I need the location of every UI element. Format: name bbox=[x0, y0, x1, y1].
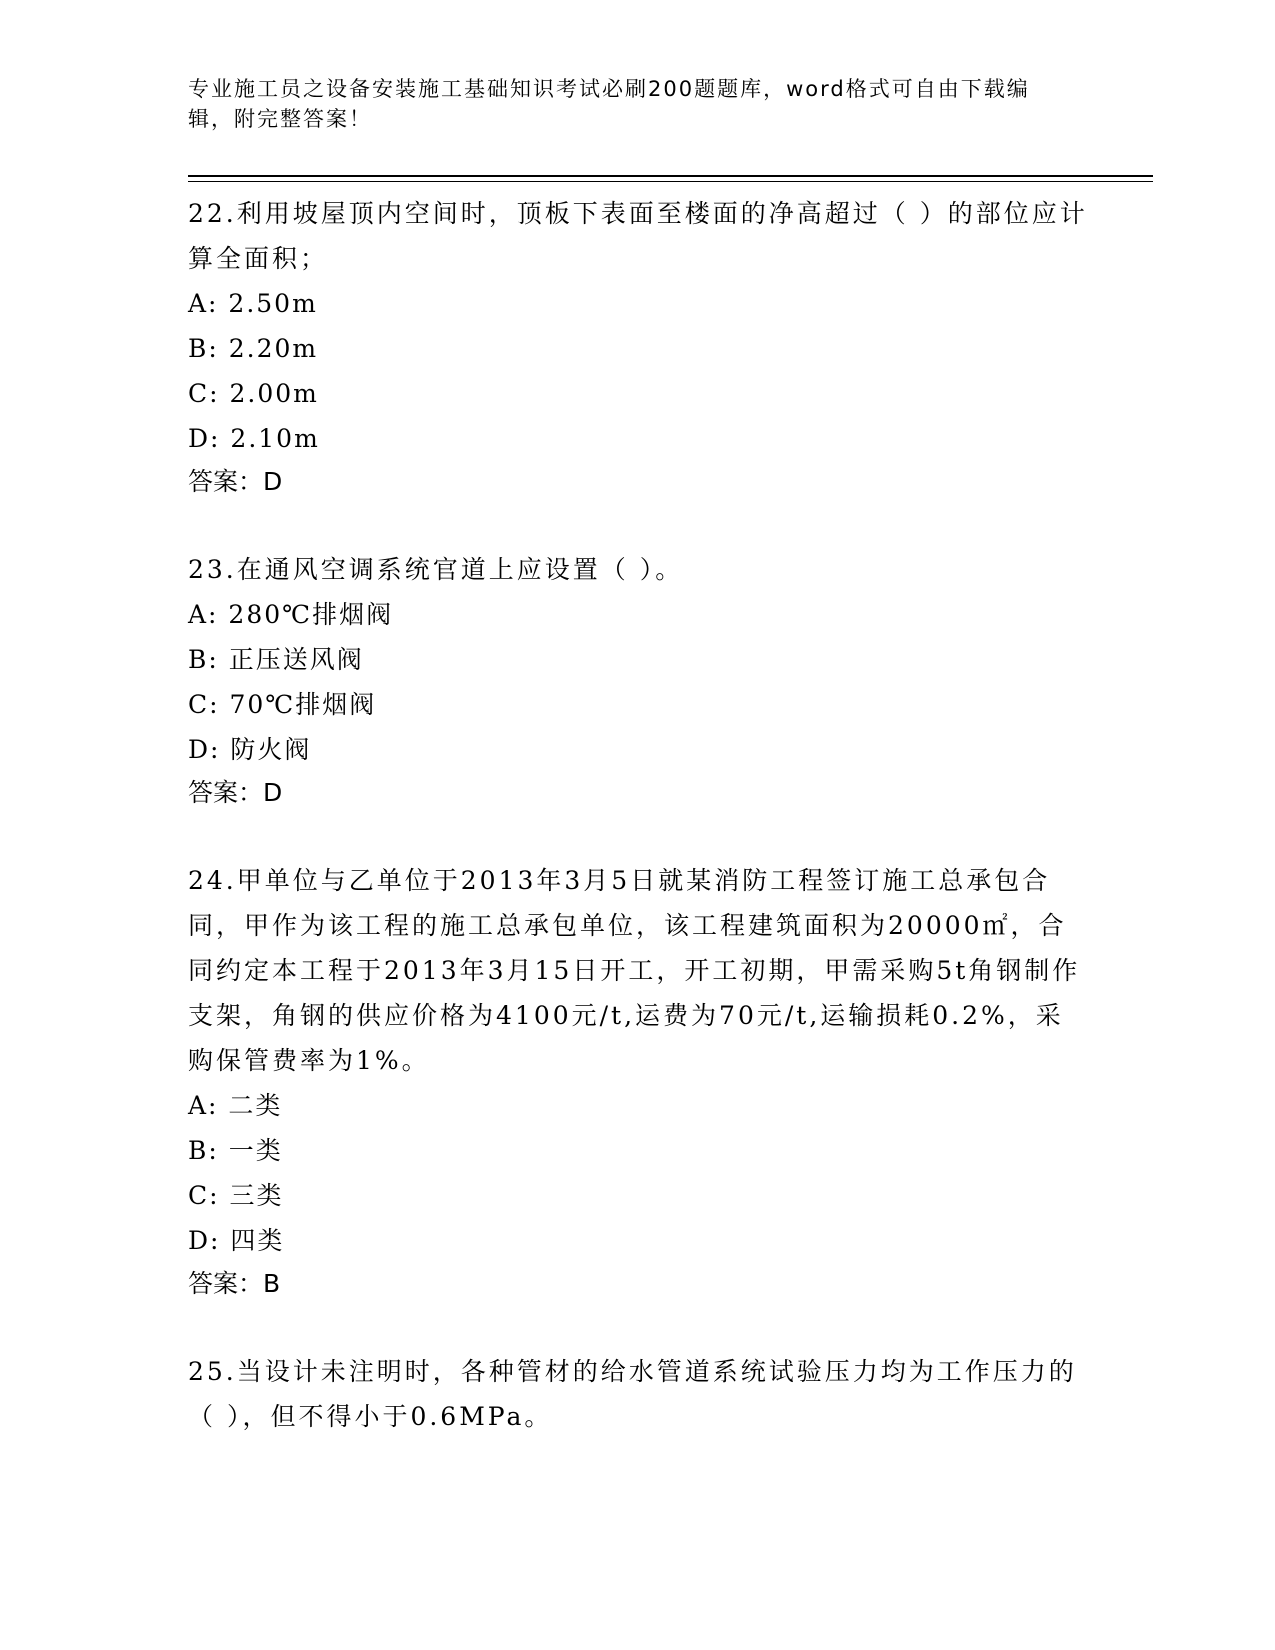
option-d: D: 四类 bbox=[188, 1226, 285, 1255]
option-d: D: 防火阀 bbox=[188, 735, 312, 764]
answer-line: 答案：D bbox=[188, 778, 283, 807]
question-stem: 23.在通风空调系统官道上应设置（ ）。 bbox=[188, 555, 684, 584]
question-23 bbox=[188, 547, 1088, 814]
question-stem: 22.利用坡屋顶内空间时，顶板下表面至楼面的净高超过（ ）的部位应计算全面积； bbox=[188, 199, 1088, 273]
header-divider-thick bbox=[188, 175, 1153, 177]
question-list bbox=[188, 191, 1088, 1483]
question-stem: 24.甲单位与乙单位于2013年3月5日就某消防工程签订施工总承包合同，甲作为该工程的施工总承包单位，该工程建筑面积为20000㎡，合同约定本工程于2013年3月15日开工，开工初期，甲需采购5t角钢制作支架，角钢的供应价格为4100元/t,运费为70元/t,运输损耗0.2%，采购保管费率为1%。 bbox=[188, 866, 1081, 1075]
option-a: A: 二类 bbox=[188, 1091, 283, 1120]
question-22 bbox=[188, 191, 1088, 503]
option-a: A: 280℃排烟阀 bbox=[188, 600, 394, 629]
option-b: B: 一类 bbox=[188, 1136, 283, 1165]
option-a: A: 2.50m bbox=[188, 289, 318, 318]
option-b: B: 2.20m bbox=[188, 334, 319, 363]
question-stem: 25.当设计未注明时，各种管材的给水管道系统试验压力均为工作压力的（ ），但不得小于0.6MPa。 bbox=[188, 1357, 1077, 1431]
answer-line: 答案：D bbox=[188, 467, 283, 496]
option-c: C: 70℃排烟阀 bbox=[188, 690, 377, 719]
option-d: D: 2.10m bbox=[188, 424, 320, 453]
document-header: 专业施工员之设备安装施工基础知识考试必刷200题题库，word格式可自由下载编辑，附完整答案！ bbox=[188, 77, 1030, 131]
option-b: B: 正压送风阀 bbox=[188, 645, 364, 674]
header-divider-thin bbox=[188, 181, 1153, 182]
option-c: C: 三类 bbox=[188, 1181, 284, 1210]
answer-line: 答案：B bbox=[188, 1269, 281, 1298]
question-24 bbox=[188, 858, 1088, 1305]
option-c: C: 2.00m bbox=[188, 379, 319, 408]
question-25 bbox=[188, 1349, 1088, 1439]
